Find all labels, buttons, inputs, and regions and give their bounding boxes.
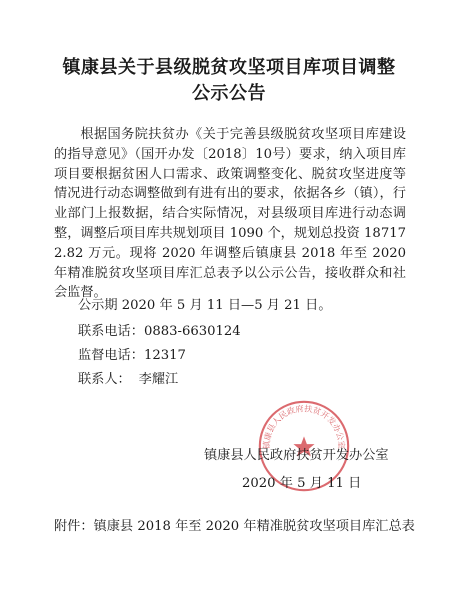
supervision-phone-label: 监督电话：	[78, 348, 144, 363]
announcement-period: 公示期 2020 年 5 月 11 日—5 月 21 日。	[78, 298, 332, 313]
contact-person-row	[78, 370, 178, 390]
seal-text: 镇康县人民政府扶贫开发办公室	[261, 403, 347, 450]
issuing-organization: 镇康县人民政府扶贫开发办公室	[204, 448, 389, 463]
document-title-line-1: 镇康县关于县级脱贫攻坚项目库项目调整	[62, 57, 396, 78]
contact-person-label: 联系人：	[78, 372, 131, 387]
attachment-note: 附件：镇康县 2018 年至 2020 年精准脱贫攻坚项目库汇总表	[54, 519, 415, 534]
supervision-phone-row	[78, 346, 186, 366]
contact-phone-row	[78, 322, 241, 342]
issue-date: 2020 年 5 月 11 日	[242, 476, 362, 491]
contact-phone-value: 0883-6630124	[143, 324, 241, 339]
contact-phone-label: 联系电话：	[78, 324, 144, 339]
supervision-phone-value: 12317	[143, 348, 186, 363]
contact-person-value: 李耀江	[138, 372, 179, 387]
body-paragraph: 根据国务院扶贫办《关于完善县级脱贫攻坚项目库建设的指导意见》（国开办发〔2018〕10号）要求，纳入项目库项目要根据贫困人口需求、政策调整变化、脱贫攻坚进度等情况进行动态调整做到有进有出的要求，依据各乡（镇），行业部门上报数据，结合实际情况，对县级项目库进行动态调整，调整后项目库共规划项目 1090 个，规划总投资 187172.82 万元。现将 2020 年调整后镇康县 2018 年至 2020 年精准脱贫攻坚项目库汇总表予以公示公告，接收群众和社会监督。	[54, 127, 406, 301]
document-title-line-2: 公示公告	[192, 83, 266, 104]
